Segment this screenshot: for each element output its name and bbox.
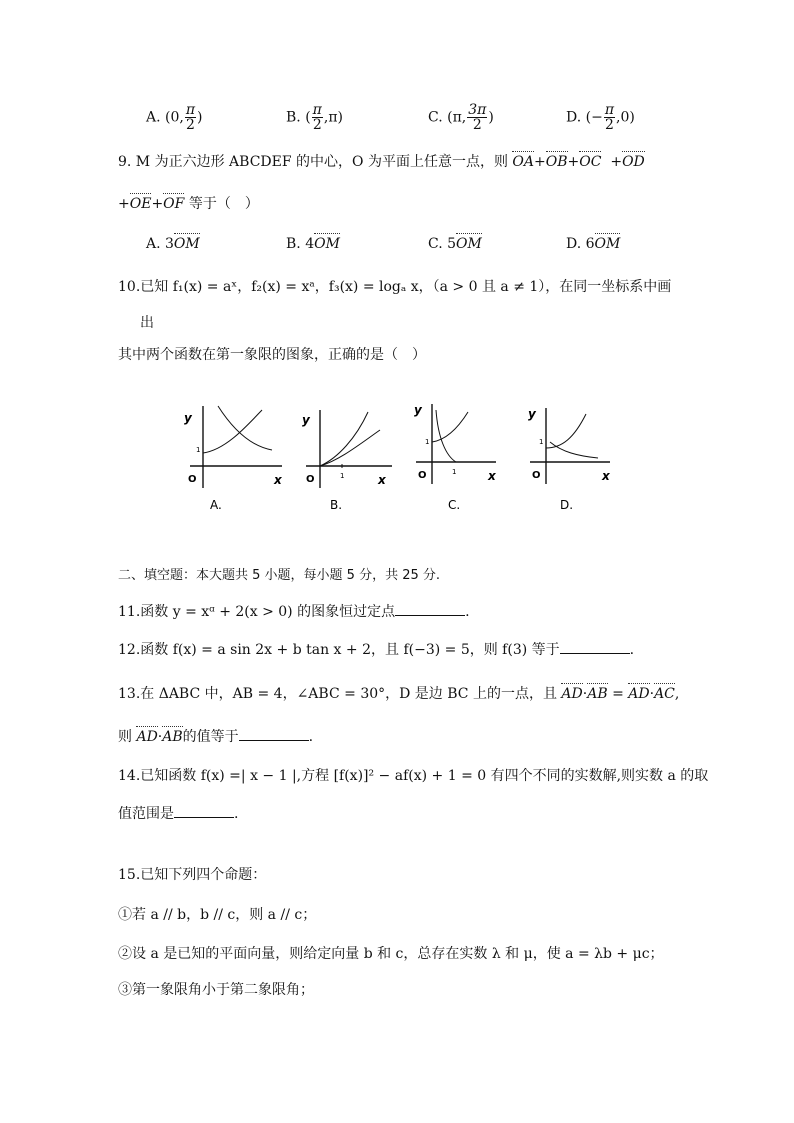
vector: AB — [587, 686, 608, 702]
q11-end: . — [465, 604, 470, 620]
one-label: 1 — [539, 438, 544, 446]
graph-c — [414, 403, 497, 512]
q14-line2 — [118, 803, 238, 823]
answer-blank[interactable] — [239, 728, 309, 741]
q14-line1: 14.已知函数 f(x) =| x − 1 |,方程 [f(x)]² − af(x) + 1 = 0 有四个不同的实数解,则实数 a 的取 — [118, 768, 709, 784]
vector: OC — [579, 154, 602, 170]
one-label: 1 — [425, 438, 430, 446]
vector: OF — [163, 196, 185, 212]
option-label: A. 3 — [146, 236, 174, 252]
q9-line1: 9. M 为正六边形 ABCDEF 的中心，O 为平面上任意一点，则 OA+OB+OC +OD — [118, 154, 645, 170]
option-label: A. — [146, 109, 161, 126]
option-label: D. 6 — [566, 236, 595, 252]
section-heading: 二、填空题：本大题共 5 小题，每小题 5 分，共 25 分. — [118, 568, 441, 583]
q15-proposition-2: ②设 a 是已知的平面向量，则给定向量 b 和 c，总存在实数 λ 和 μ，使 a = λb + μc； — [118, 946, 664, 962]
q9-line2: +OE+OF 等于（ ） — [118, 196, 259, 212]
vector: OM — [173, 236, 200, 252]
vector: OM — [594, 236, 621, 252]
q13-pre: 则 — [118, 729, 132, 745]
option-pre: (0, — [165, 109, 184, 126]
axis-y-label: y — [184, 411, 192, 425]
option-pre: (− — [585, 109, 603, 126]
curve-decay — [550, 442, 598, 458]
option-label: B. — [286, 109, 301, 126]
axis-x-label: x — [602, 469, 610, 483]
q11-text: 11.函数 y = xᵅ + 2(x > 0) 的图象恒过定点 — [118, 604, 396, 620]
graph-label: C. — [448, 498, 461, 512]
numerator: 3π — [468, 102, 487, 118]
numerator: π — [604, 102, 615, 118]
q9-option-c — [428, 236, 482, 252]
q14-end: . — [234, 806, 239, 822]
option-post: ) — [197, 109, 203, 126]
denominator: 2 — [312, 117, 322, 133]
option-pre: ( — [305, 109, 311, 126]
graph-d — [528, 407, 611, 512]
q9-tail: 等于（ ） — [188, 196, 259, 212]
q8-option-a — [146, 103, 203, 132]
q12-end: . — [629, 642, 635, 658]
q13-line2: 则 AD·AB的值等于 . — [118, 729, 314, 745]
option-label: B. 4 — [286, 236, 315, 252]
answer-blank[interactable] — [174, 805, 234, 818]
q15-intro: 15.已知下列四个命题： — [118, 867, 267, 883]
axis-x-label: x — [274, 473, 282, 487]
q14-text: 值范围是 — [118, 806, 174, 822]
numerator: π — [185, 102, 196, 118]
graph-a — [184, 406, 283, 512]
q15-proposition-3: ③第一象限角小于第二象限角； — [118, 982, 314, 998]
q13-line1: 13.在 ΔABC 中，AB = 4，∠ABC = 30°，D 是边 BC 上的一点，且 AD·AB = AD·AC, — [118, 686, 680, 702]
fraction — [467, 103, 487, 132]
option-label: C. — [428, 109, 443, 126]
q12-text: 12.函数 f(x) = a sin 2x + b tan x + 2，且 f(−3) = 5，则 f(3) 等于 — [118, 642, 560, 658]
q13-end: . — [308, 729, 314, 745]
numerator: π — [312, 102, 322, 118]
vector: OM — [314, 236, 340, 252]
q10-graphs — [170, 398, 630, 523]
fraction — [312, 103, 323, 132]
q10-line2: 出 — [140, 315, 154, 331]
q9-text: 9. M 为正六边形 ABCDEF 的中心，O 为平面上任意一点，则 — [118, 154, 508, 170]
q8-option-d — [566, 103, 635, 132]
vector: AD — [628, 686, 650, 702]
axis-y-label: y — [528, 407, 536, 421]
q9-option-a — [146, 236, 200, 252]
q9-option-d — [566, 236, 620, 252]
one-label: 1 — [452, 468, 457, 476]
origin-label: O — [418, 470, 427, 481]
vector: OA — [512, 154, 534, 170]
graph-b — [302, 410, 392, 512]
option-pre: (π, — [447, 109, 467, 126]
denominator: 2 — [185, 117, 195, 133]
graph-label: D. — [560, 498, 574, 512]
one-label: 1 — [340, 472, 345, 480]
q12 — [118, 639, 634, 659]
option-label: D. — [566, 109, 582, 126]
vector: AB — [162, 729, 183, 745]
q13-post: 的值等于 — [182, 729, 239, 745]
vector: AC — [654, 686, 675, 702]
q13-text: 13.在 ΔABC 中，AB = 4，∠ABC = 30°，D 是边 BC 上的一点，且 — [118, 686, 557, 702]
option-post: ) — [488, 109, 494, 126]
option-label: C. 5 — [428, 236, 457, 252]
vector: AD — [561, 686, 583, 702]
graph-label: A. — [210, 498, 222, 512]
graph-label: B. — [330, 498, 343, 512]
answer-blank[interactable] — [560, 641, 630, 654]
q9-option-b — [286, 236, 340, 252]
origin-label: O — [306, 474, 315, 485]
q11 — [118, 601, 470, 621]
option-post: ,π) — [323, 109, 343, 126]
vector: AD — [136, 729, 158, 745]
fraction — [604, 103, 615, 132]
vector: OD — [622, 154, 645, 170]
denominator: 2 — [472, 117, 482, 133]
q10-line1: 10.已知 f₁(x) = aˣ，f₂(x) = xᵃ，f₃(x) = logₐ x，（a > 0 且 a ≠ 1），在同一坐标系中画 — [118, 279, 672, 295]
axis-y-label: y — [302, 413, 310, 427]
q15-proposition-1: ①若 a // b，b // c，则 a // c； — [118, 907, 317, 923]
curve-power — [320, 412, 368, 466]
q8-option-c — [428, 103, 494, 132]
curve-increasing — [203, 410, 262, 453]
curve-exp — [432, 412, 468, 442]
curve-exp — [546, 414, 586, 448]
one-label: 1 — [196, 446, 201, 454]
fraction — [185, 103, 196, 132]
option-post: ,0) — [616, 109, 635, 126]
axis-x-label: x — [378, 473, 386, 487]
q8-option-b — [286, 103, 343, 132]
axis-y-label: y — [414, 403, 422, 417]
origin-label: O — [188, 474, 197, 485]
denominator: 2 — [604, 117, 614, 133]
vector: OB — [545, 154, 568, 170]
origin-label: O — [532, 470, 541, 481]
vector: OM — [456, 236, 482, 252]
axis-x-label: x — [488, 469, 496, 483]
vector: OE — [129, 196, 152, 212]
answer-blank[interactable] — [395, 603, 465, 616]
q10-line3: 其中两个函数在第一象限的图象，正确的是（ ） — [118, 347, 426, 363]
